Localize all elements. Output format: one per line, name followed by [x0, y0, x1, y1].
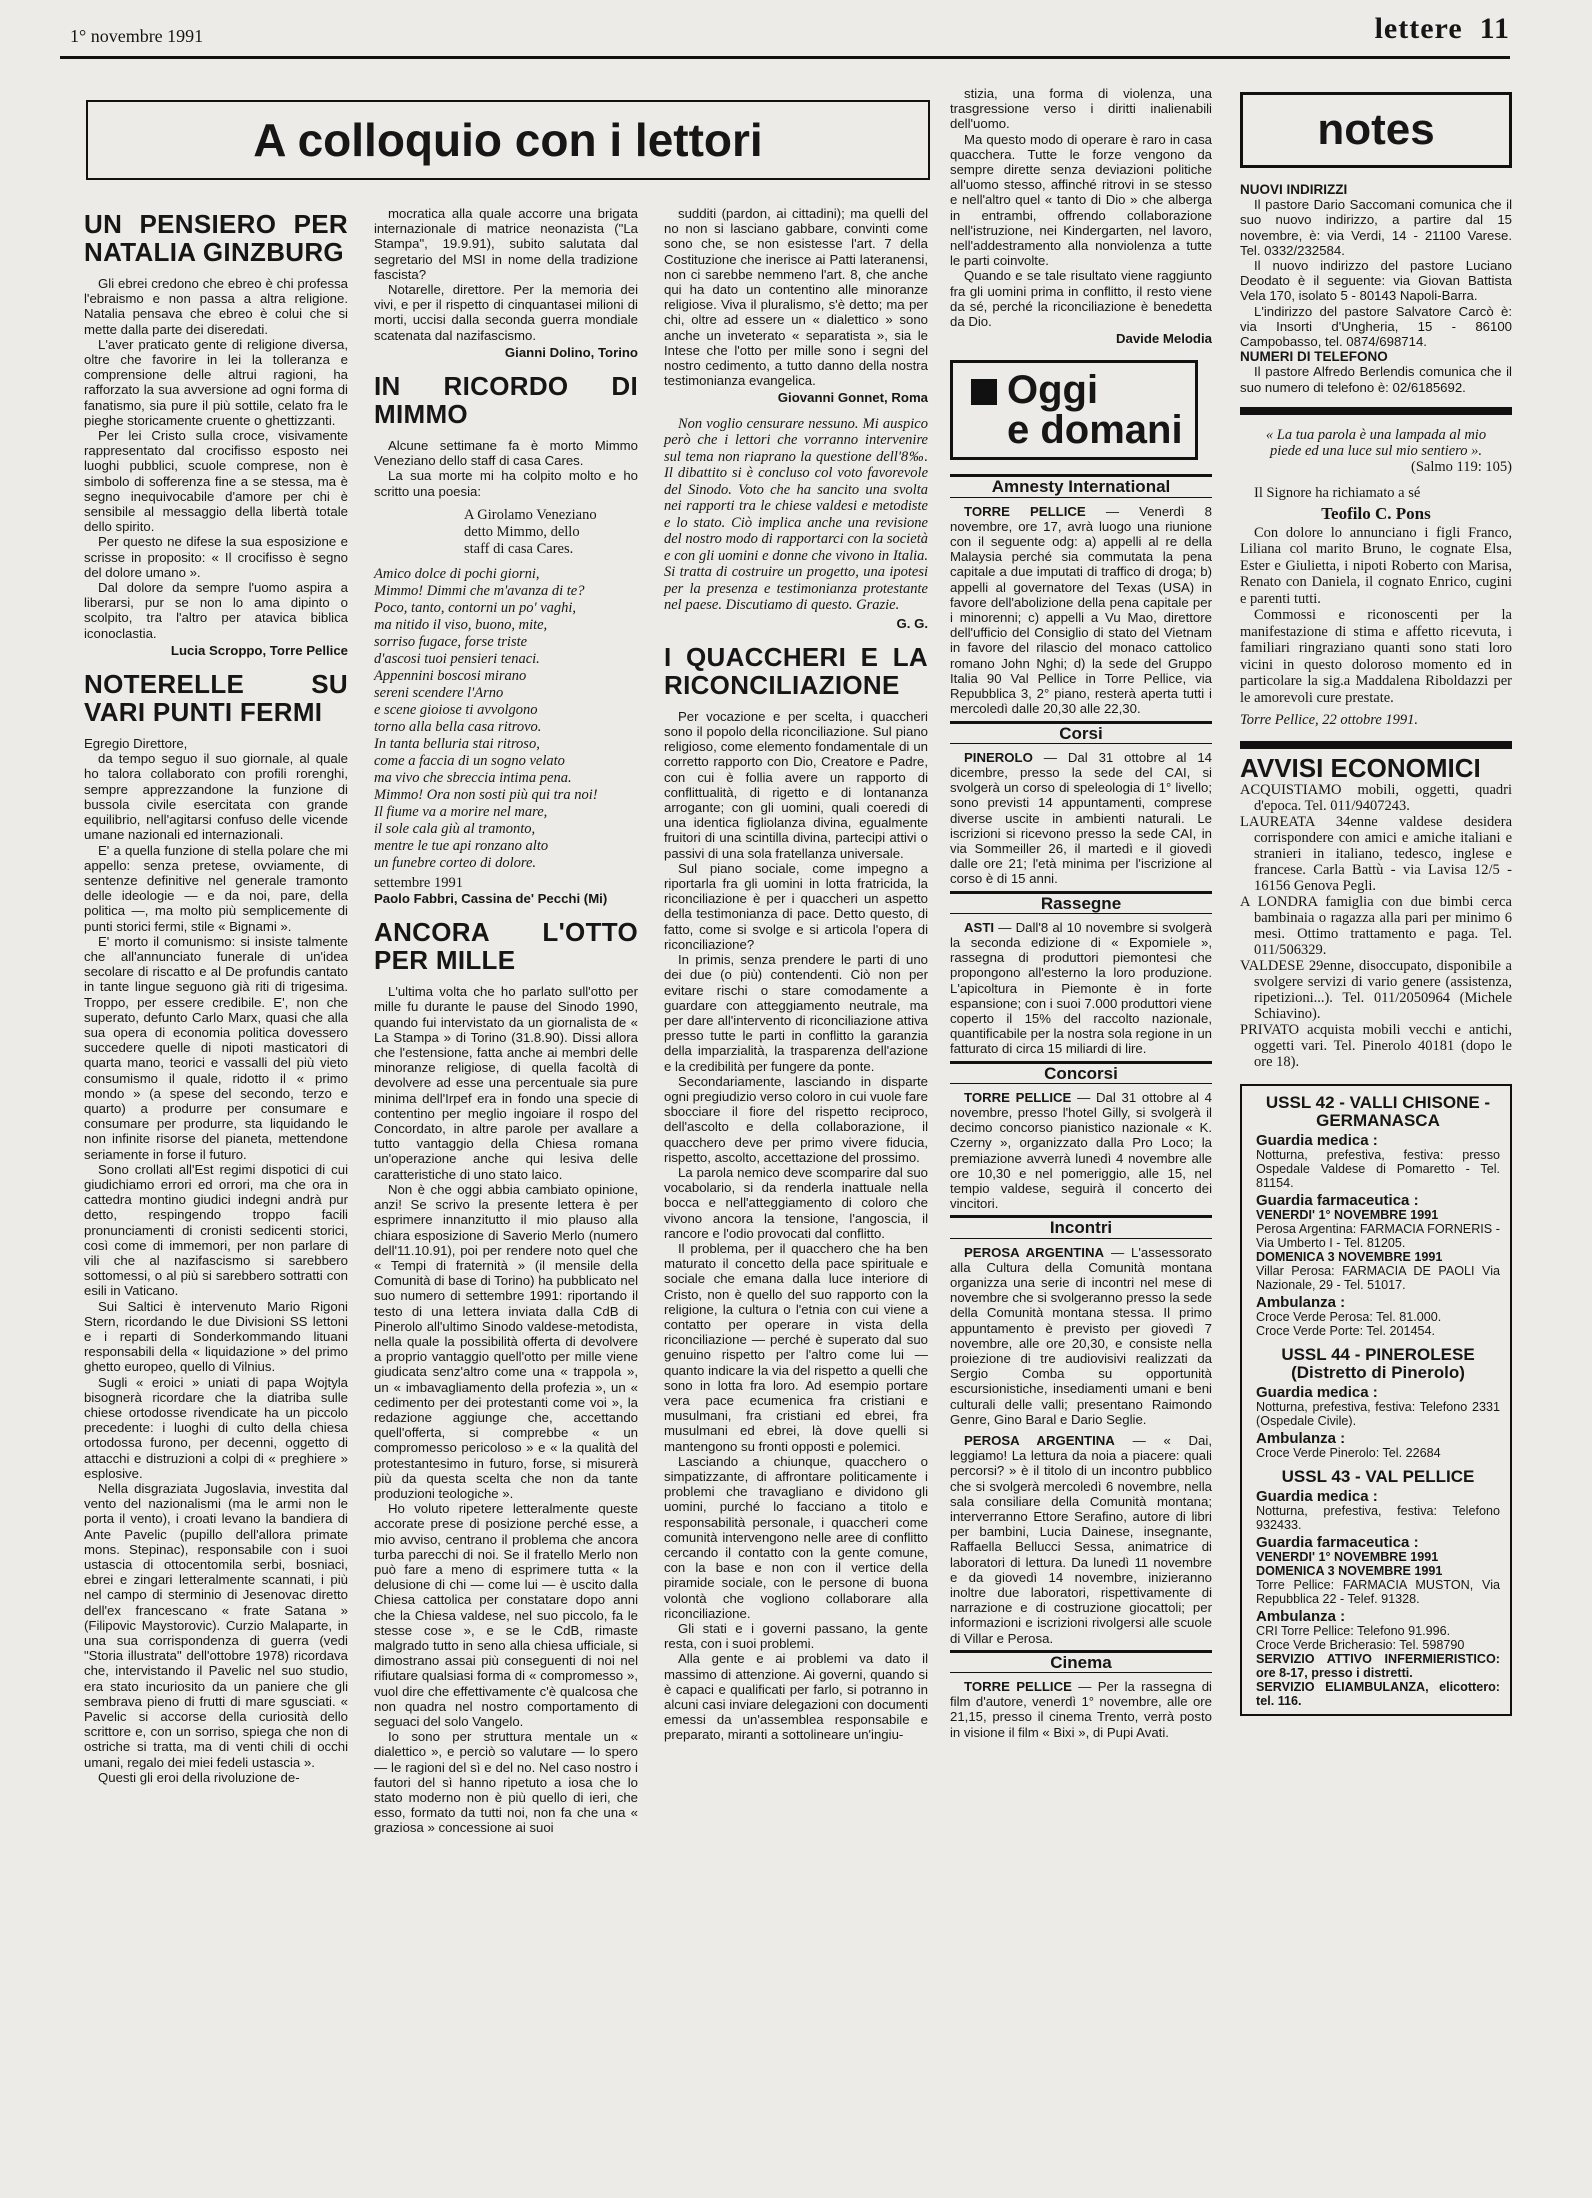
poem-line: come a faccia di un sogno velato: [374, 752, 565, 769]
column-2: [374, 206, 638, 1836]
signature: Gianni Dolino, Torino: [504, 344, 638, 360]
signature: Lucia Scroppo, Torre Pellice: [170, 642, 348, 658]
event-category: Concorsi: [950, 1061, 1212, 1084]
paragraph: Per lei Cristo sulla croce, visivamente rappresentato dal crocifisso esposto nei luoghi pubblici, scuole comprese, non è simbolo di sofferenza fine a se stessa, ma è segno inequivocabile d'amore per chi è sensibile al messaggio della libertà totale dello spirito.: [84, 428, 348, 535]
event-item: [950, 504, 1212, 717]
ussl-box: [1240, 1084, 1512, 1716]
section-label: lettere: [1374, 12, 1463, 45]
ussl-title: USSL 44 - PINEROLESE (Distretto di Pinerolo): [1281, 1344, 1475, 1382]
event-category: Rassegne: [950, 891, 1212, 914]
paragraph: E' a quella funzione di stella polare che mi appello: senza pretese, ovviamente, di sentenze definitive nel generale tramonto delle ideologie — e da noi, pare, della politica —, ma molto più semplicemente di punti storici fermi, stile « Bignami ».: [84, 842, 348, 934]
square-icon: [971, 379, 997, 405]
event-text: — Dal 31 ottobre al 4 novembre, presso l'hotel Gilly, si svolgerà il decimo concorso pianistico nazionale « K. Czerny », organizzato dalla Pro Loco; la premiazione avverrà lunedì 4 novembre alle ore 10,30 e nel pomeriggio, alle 15, nel tempio valdese, seguirà il concerto dei vincitori.: [950, 1089, 1212, 1212]
paragraph: stizia, una forma di violenza, una trasgressione verso i diritti inalienabili dell'uomo.: [950, 86, 1212, 132]
event-text: — Venerdì 8 novembre, ore 17, avrà luogo una riunione con il seguente odg: a) appelli al re della Malaysia perché sia commutata la pena capitale a due imputati di traffico di droga; b) appelli al governatore del Texas (USA) in favore dell'abolizione della pena capitale per i minorenni; c) appelli a Vu Mao, direttore dell'ufficio del Consiglio di stato del Vietnam in favore del rilascio del monaco cattolico romano John Nghi; d) la sede del Gruppo Italia 90 Val Pellice in Torre Pellice, via Repubblica 3, 2° piano, resterà aperta tutti i mercoledì dalle 20,30 alle 22,30.: [950, 503, 1212, 717]
signature: Davide Melodia: [1115, 331, 1212, 347]
ussl-subheading: Guardia medica :: [1256, 1131, 1378, 1149]
paragraph: Sui Saltici è intervenuto Mario Rigoni Stern, ricordando le due Divisioni SS lettoni e i reparti di Sonderkommando lituani responsabili della « liquidazione » del primo ghetto europeo, quello di Vilnius.: [84, 1298, 348, 1375]
ussl-subheading: Guardia farmaceutica :: [1256, 1191, 1419, 1209]
ussl-subheading: Guardia medica :: [1256, 1487, 1378, 1505]
paragraph: Dal dolore da sempre l'uomo aspira a liberarsi, pur se non lo ama dipinto o scolpito, tra l'altro per atavica biblica iconoclastia.: [84, 580, 348, 641]
ussl-subheading: Ambulanza :: [1256, 1429, 1346, 1447]
paragraph: Non è che oggi abbia cambiato opinione, anzi! Se scrivo la presente lettera è per esprimere innanzitutto il mio plauso alla chiara esposizione di Saverio Merlo (numero dell'11.10.91), poi per rendere noto quel che « Tempi di fraternità » (il mensile della Comunità di base di Torino) ha pubblicato nel suo numero di settembre 1991: riportando il testo di una lettera inviata dalla CdB di Pinerolo all'ultimo Sinodo valdese-metodista, nella quale la possibilità offerta di devolvere a proprio vantaggio quell'otto per mille viene giudicata senz'altro come una « trappola », un « imbavagliamento della profezia », un « cedimento per dei protestanti come voi », la redazione aggiunge che, accettando quell'offerta, si comprebbe « un compromesso pericoloso » e « la qualità del protestantesimo in futuro, forse, si misurerà più da questa scelta che non da tante produzioni teologiche ».: [374, 1181, 638, 1501]
oggi-line-1: Oggi: [1007, 368, 1099, 413]
ussl-bold-line: VENERDI' 1° NOVEMBRE 1991: [1256, 1207, 1439, 1222]
event-category: Incontri: [950, 1215, 1212, 1238]
notes-heading: NUMERI DI TELEFONO: [1240, 349, 1388, 365]
paragraph: Gli ebrei credono che ebreo è chi professa l'ebraismo e non passa a altra religione. Natalia pensava che ebreo è colui che si mette dalla parte dei diseredati.: [84, 276, 348, 337]
poem-line: e scene gioiose ti avvolgono: [374, 701, 538, 718]
article-title: UN PENSIERO PER NATALIA GINZBURG: [84, 209, 348, 267]
article-body: [950, 86, 1212, 329]
ussl-title: USSL 43 - VAL PELLICE: [1281, 1466, 1475, 1486]
event-item: [950, 1245, 1212, 1427]
event-text: — L'assessorato alla Cultura della Comunità montana organizza una serie di incontri nel mese di novembre che si svolgeranno presso la sede della Comunità montana stessa. Il primo appuntamento è previsto per giovedì 7 novembre, alle ore 20,30, e consiste nella proiezione di tre audiovisivi realizzati da Sergio Comba su opportunità escursionistiche, insediamenti umani e beni culturali delle valli; presentano Raimondo Genre, Gino Baral e Dario Seglie.: [950, 1244, 1212, 1427]
article-body: [84, 276, 348, 641]
event-place: PINEROLO: [964, 749, 1033, 765]
event-place: ASTI: [964, 919, 995, 935]
editor-note: Non voglio censurare nessuno. Mi auspico però che i lettori che vorranno intervenire sul tema non riaprano la questione dell'8‰. Il dibattito si è concluso col voto favorevole del Sinodo. Voto che ha sancito una svolta nei rapporti tra le chiese valdesi e metodiste e lo stato. Ciò implica anche una revisione del nostro modo di rapportarci con la società e con gli uomini e donne che vivono in Italia. Si tratta di costruire un progetto, una ipotesi per la presenza e testimonianza protestante nel paese. Discutiamo di questo. Grazie.: [664, 415, 928, 614]
poem-line: Amico dolce di pochi giorni,: [374, 565, 540, 582]
poem-line: sereni scendere l'Arno: [374, 684, 504, 701]
avvisi-title: AVVISI ECONOMICI: [1240, 752, 1481, 783]
ussl-bold-line: VENERDI' 1° NOVEMBRE 1991: [1256, 1549, 1439, 1564]
ussl-line: Croce Verde Bricherasio: Tel. 598790: [1256, 1637, 1465, 1652]
paragraph: La parola nemico deve scomparire dal suo vocabolario, si da renderla inattuale nella bocca e nell'atteggiamento di coloro che vivono ancora la tensione, l'angoscia, il rancore e l'odio provocati dal conflitto.: [664, 1164, 928, 1241]
classified-ad: LAUREATA 34enne valdese desidera corrispondere con amici e amiche italiani e stranieri in italiano, tedesco, inglese e francese. Carla Battù - via Lavisa 12/5 - 16156 Genova Pegli.: [1240, 813, 1512, 894]
event-place: PEROSA ARGENTINA: [964, 1244, 1105, 1260]
poem-line: d'ascosi tuoi pensieri tenaci.: [374, 650, 540, 667]
column-5: [1240, 92, 1512, 1716]
paragraph: Con dolore lo annunciano i figli Franco, Liliana col marito Bruno, le cognate Elsa, Ester e Giulietta, i nipoti Roberto con Marisa, Renato con Daniela, il cognato Enrico, cugini e parenti tutti.: [1240, 524, 1512, 607]
section-name: [1375, 12, 1510, 46]
paragraph: Io sono per struttura mentale un « dialettico », e perciò so valutare — lo spero — le ragioni del sì e del no. Nel caso nostro i fautori del sì hanno ripetuto a iosa che lo stato moderno non è più quello di ieri, che esso, formato da tutti noi, non fa che una « graziosa » concessione ai suoi: [374, 1729, 638, 1836]
divider: [1240, 741, 1512, 749]
dedication-line: A Girolamo Veneziano: [464, 506, 597, 523]
ussl-line: Croce Verde Porte: Tel. 201454.: [1256, 1323, 1435, 1338]
article-title: ANCORA L'OTTO PER MILLE: [374, 917, 638, 976]
paragraph: Notarelle, direttore. Per la memoria dei vivi, e per il rispetto di cinquantasei milioni di morti, uccisi dalla seconda guerra mondiale scatenata dal nazifascismo.: [374, 282, 638, 343]
event-text: — Dal 31 ottobre al 14 dicembre, presso la sede del CAI, si svolgerà un corso di speleologia di 1° livello; sono previsti 14 appuntamenti, comprese diverse uscite in ambienti naturali. Le iscrizioni si ricevono presso la sede CAI, in via Sommeiller 26, il martedì e il giovedì dalle ore 21; l'età minima per l'iscrizione al corso è di 15 anni.: [950, 749, 1212, 887]
signature: Paolo Fabbri, Cassina de' Pecchi (Mi): [374, 891, 608, 907]
oggi-e-domani-logo: [950, 360, 1198, 460]
ussl-bold-line: SERVIZIO ELIAMBULANZA, elicottero: tel. 116.: [1256, 1679, 1500, 1708]
column-1: [84, 206, 348, 1785]
article-body: [374, 984, 638, 1835]
paragraph: Ma questo modo di operare è raro in casa quacchera. Tutte le forze vengono da sempre dirette senza deviazioni politiche all'uomo stesso, affinché ritrovi in se stesso e nell'altro quel « tanto di Dio » che alberga in entrambi, offrendo collaborazione nell'istruzione, nei Kindergarten, nel lavoro, nell'addestramento alla nonviolenza a tutte le parti coinvolte.: [950, 131, 1212, 269]
notes-item: Il pastore Alfredo Berlendis comunica che il suo numero di telefono è: 02/6185692.: [1240, 364, 1512, 395]
poem-line: Mimmo! Ora non sosti più qui tra noi!: [374, 786, 598, 803]
paragraph: In primis, senza prendere le parti di uno dei due (o più) contendenti. Ciò non per evitare rischi o stare comodamente a guardare con atteggiamento neutrale, ma per dare all'intervento di riconciliazione attiva presso tutte le parti in conflitto la garanzia della imparzialità, la trasparenza dell'azione e la credibilità per fungere da ponte.: [664, 952, 928, 1074]
notes-list: [1240, 182, 1512, 395]
event-item: [950, 750, 1212, 887]
column-3: [664, 206, 928, 1743]
signature: Giovanni Gonnet, Roma: [777, 390, 928, 406]
page-number: 11: [1479, 12, 1510, 45]
notes-title: notes: [1240, 92, 1512, 168]
article-body: [664, 206, 928, 388]
classified-ad: A LONDRA famiglia con due bimbi cerca bambinaia o ragazza alla pari per minimo 6 mesi. Ottimo trattamento e paga. Tel. 011/506329.: [1240, 893, 1512, 958]
event-item: [950, 1679, 1212, 1740]
poem-line: mentre le tue api ronzano alto: [374, 837, 549, 854]
paragraph: Per vocazione e per scelta, i quaccheri sono il popolo della riconciliazione. Sul piano religioso, come elemento fondamentale di un corretto rapporto con Dio, Creatore e Padre, con cui è follia avere un rapporto di conflittualità, di rigetto e di lontananza arrogante; con gli uomini, quali coeredi di una identica figliolanza divina, egualmente fruitori di una scintilla divina, partecipi attivi o passivi di una sola fratellanza universale.: [664, 708, 928, 861]
salutation: Egregio Direttore,: [84, 736, 188, 752]
poem-line: il sole cala giù al tramonto,: [374, 820, 536, 837]
paragraph: E' morto il comunismo: si insiste talmente che all'annunciato funerale di un'idea secolare di riscatto e al De profundis cantato in tante lingue seguono già riti di trigesima. Troppo, per essere credibile. E', non che superato, defunto Carlo Marx, quasi che alla sua opera di economia politica dovessero succedere quelle di nipoti masticatori di quarta mano, teorici e vassalli del più vieto consumismo il quale, ridotto il « primo mondo » (a spese del secondo, terzo e quarto) a produrre per consumare e consumare per produrre, sta liquidando le non infinite risorse del pianeta, mettendone seriamente in forse il futuro.: [84, 933, 348, 1162]
poem-line: Il fiume va a morire nel mare,: [374, 803, 548, 820]
ussl-line: CRI Torre Pellice: Telefono 91.996.: [1256, 1623, 1451, 1638]
obituary-place-date: Torre Pellice, 22 ottobre 1991.: [1240, 712, 1419, 729]
events-list: [950, 474, 1212, 1739]
notes-item: L'indirizzo del pastore Salvatore Carcò è: via Insorti d'Ungheria, 15 - 86100 Campobasso, tel. 0874/698714.: [1240, 303, 1512, 350]
event-category: Amnesty International: [950, 474, 1212, 497]
event-text: — Dall'8 al 10 novembre si svolgerà la seconda edizione di « Expomiele », rassegna di produttori piemontesi che propongono all'esterno la loro produzione. L'apicoltura in Piemonte è in forte espansione; con i suoi 7.000 produttori viene coperto il 15% del raccolto nazionale, quantificabile per la nostra sola regione in un fatturato di circa 15 miliardi di lire.: [950, 919, 1212, 1057]
paragraph: Lasciando a chiunque, quacchero o simpatizzante, di affrontare politicamente i problemi che travagliano e dividono gli uomini, purché lo facciano a titolo e responsabilità personale, i quaccheri come comunità intervengono nelle aree di conflitto cercando il contatto con la gente comune, con la base e non con il vertice della piramide sociale, con le persone di buona volontà che vogliono collaborare alla riconciliazione.: [664, 1453, 928, 1621]
classified-ad: PRIVATO acquista mobili vecchi e antichi, oggetti vari. Tel. Pinerolo 40181 (dopo le ore 18).: [1240, 1021, 1512, 1070]
poem-line: Appennini boscosi mirano: [374, 667, 527, 684]
paragraph: Commossi e riconoscenti per la manifestazione di stima e affetto ricevuta, i familiari ringraziano quanti sono stati loro vicini in questo doloroso momento ed in particolare la sig.a Maddalena Riboldazzi per le amorevoli cure prestate.: [1240, 607, 1512, 706]
paragraph: Quando e se tale risultato viene raggiunto fra gli uomini prima in conflitto, il resto viene da sé, perché la riconciliazione è benedetta da Dio.: [950, 268, 1212, 330]
poem-date: settembre 1991: [374, 874, 463, 891]
event-text: — « Dai, leggiamo! La lettura da noia a piacere: quali percorsi? » è il titolo di un incontro pubblico che si svolgerà mercoledì 6 novembre, nella sala consiliare della Comunità montana; interverranno Ettore Serafino, autore di libri per bambini, Lucia Dainese, insegnante, Raffaella Bellucci Sessa, animatrice di laboratori di lettura. Da lunedì 11 novembre e da giovedì 14 novembre, inizieranno inoltre due laboratori, rispettivamente di narrazione e di costruzione giocattoli; per informazioni e iscrizioni rivolgersi alle scuole di Villar e Perosa.: [950, 1433, 1212, 1646]
obituary-body: [1240, 525, 1512, 707]
paragraph: Sugli « eroici » uniati di papa Wojtyla bisognerà ricordare che la diatriba sulle chiese ortodosse rivendicate ha un piccolo precedente: i luoghi di culto della chiesa ortodossa furono, per decenni, oggetto di attacchi e distruzioni a colpi di « preghiere » esplosive.: [84, 1374, 348, 1481]
paragraph: La sua morte mi ha colpito molto e ho scritto una poesia:: [374, 468, 638, 499]
poem-line: Poco, tanto, contorni un po' vaghi,: [374, 599, 577, 616]
ussl-line: Notturna, prefestiva, festiva: Telefono 932433.: [1256, 1503, 1500, 1532]
event-item: [950, 1433, 1212, 1646]
page-header: [70, 12, 1510, 52]
notes-heading: NUOVI INDIRIZZI: [1240, 182, 1348, 197]
event-place: TORRE PELLICE: [964, 503, 1086, 519]
article-title: NOTERELLE SU VARI PUNTI FERMI: [84, 669, 348, 728]
ussl-line: Torre Pellice: FARMACIA MUSTON, Via Repubblica 22 - Telef. 91328.: [1256, 1577, 1500, 1606]
obituary-quote: « La tua parola è una lampada al mio piede ed una luce sul mio sentiero ».: [1265, 426, 1487, 460]
ussl-subheading: Guardia farmaceutica :: [1256, 1533, 1419, 1551]
article-body: [664, 709, 928, 1743]
divider: [1240, 407, 1512, 415]
notes-item: Il nuovo indirizzo del pastore Luciano Deodato è il seguente: via Giovan Battista Vela 170, isolato 5 - 80143 Napoli-Barra.: [1240, 258, 1512, 304]
ussl-subheading: Ambulanza :: [1256, 1607, 1346, 1625]
banner-title: A colloquio con i lettori: [86, 100, 930, 180]
ads-list: [1240, 782, 1512, 1070]
ussl-line: Villar Perosa: FARMACIA DE PAOLI Via Nazionale, 29 - Tel. 51017.: [1256, 1263, 1500, 1292]
ussl-bold-line: DOMENICA 3 NOVEMBRE 1991: [1256, 1249, 1443, 1264]
paragraph: mocratica alla quale accorre una brigata internazionale di matrice neonazista ("La Stampa", 19.9.91), subito salutata dal segretario del MSI in nome della tradizione fascista?: [374, 206, 638, 282]
poem-line: torno alla bella casa ritrovo.: [374, 718, 542, 735]
ussl-title: USSL 42 - VALLI CHISONE - GERMANASCA: [1265, 1092, 1491, 1130]
paragraph: Questi gli eroi della rivoluzione de-: [98, 1769, 300, 1785]
event-category: Corsi: [950, 721, 1212, 744]
article-title: IN RICORDO DI MIMMO: [374, 371, 638, 430]
classified-ad: ACQUISTIAMO mobili, oggetti, quadri d'epoca. Tel. 011/9407243.: [1240, 781, 1512, 814]
poem-line: ma nitido il viso, buono, mite,: [374, 616, 548, 633]
paragraph: da tempo seguo il suo giornale, al quale ho talora collaborato con profili rorenghi, sempre apprezzandone la funzione di bussola civile esercitata con grande equilibrio, nell'agitarsi confuso delle vicende umane nazionali ed internazionali.: [84, 751, 348, 843]
article-title: I QUACCHERI E LA RICONCILIAZIONE: [664, 641, 928, 700]
obituary-quote-ref: (Salmo 119: 105): [1411, 458, 1512, 475]
ussl-bold-line: SERVIZIO ATTIVO INFERMIERISTICO: ore 8-17, presso i distretti.: [1256, 1651, 1500, 1680]
ussl-subheading: Ambulanza :: [1256, 1293, 1346, 1311]
obituary-intro: Il Signore ha richiamato a sé: [1254, 485, 1421, 502]
dedication: [464, 507, 638, 558]
paragraph: Il problema, per il quacchero che ha ben maturato il concetto della pace spirituale e sociale che emana dalla luce interiore di Cristo, non è quello del suo rapporto con la religione, la cultura o l'etnia con cui viene a contatto per operare in vista della riconciliazione — perché è superato dal suo genuino rispetto per l'altro come lui — quanto indicare la via del rispetto a quelli che sono in lotta fra loro. Ad esempio portare vera pace ecumenica fra cristiani e musulmani, fra cristiani ed ebrei, fra musulmani ed ebrei, là dove quelli si mantengono su fronti opposti e polemici.: [664, 1240, 928, 1454]
ussl-line: Notturna, prefestiva, festiva: Telefono 2331 (Ospedale Civile).: [1256, 1399, 1500, 1428]
event-place: TORRE PELLICE: [964, 1089, 1072, 1105]
header-rule: [60, 56, 1510, 59]
issue-date: 1° novembre 1991: [70, 26, 204, 46]
paragraph: Per questo ne difese la sua esposizione e scrisse in proposito: « Il crocifisso è segno del dolore umano ».: [84, 534, 348, 580]
paragraph: Sono crollati all'Est regimi dispotici di cui giudichiamo errori ed orrori, ma che ora in cattedra montino giudici indegni andrà pur detto, respingendo troppo facili pronunciamenti di cronisti sedicenti storici, così come di immemori, per non parlare di vili che al nazifascismo si sarebbero sottomessi, o al più si sarebbero sottratti con esili in Vaticano.: [84, 1161, 348, 1299]
poem-line: In tanta belluria stai ritroso,: [374, 735, 540, 752]
event-text: — Per la rassegna di film d'autore, venerdì 1° novembre, alle ore 21,15, presso il cinema Trento, verrà posto in visione il film « Bixi », di Pupi Avati.: [950, 1679, 1212, 1740]
ussl-line: Croce Verde Pinerolo: Tel. 22684: [1256, 1445, 1441, 1460]
event-item: [950, 920, 1212, 1057]
article-body: [374, 206, 638, 343]
article-body: [84, 751, 348, 1785]
oggi-line-2: e domani: [1007, 408, 1183, 453]
paragraph: Alla gente e ai problemi va dato il massimo di attenzione. Ai governi, quando si è capaci e qualificati per farlo, si potranno in alcuni casi inviare delegazioni con documenti emessi da un'assemblea responsabile e preparato, miranti a sottolineare un'ingiu-: [664, 1651, 928, 1743]
event-place: TORRE PELLICE: [964, 1679, 1072, 1695]
ussl-subheading: Guardia medica :: [1256, 1383, 1378, 1401]
paragraph: Sul piano sociale, come impegno a riportarla fra gli uomini in lotta fratricida, la riconciliazione è per i quaccheri un aspetto della testimonianza di pace. Detto questo, di fatto, come si svolge e si articola l'opera di riconciliazione?: [664, 860, 928, 952]
poem-line: ma vivo che sbreccia intima pena.: [374, 769, 572, 786]
event-category: Cinema: [950, 1650, 1212, 1673]
paragraph: L'aver praticato gente di religione diversa, oltre che favorire in lei la tolleranza e comprensione delle altrui ragioni, ha rafforzato la sua avversione ad ogni forma di fanatismo, sia pure il più sottile, celato fra le pieghe storicamente cruente o ghettizzanti.: [84, 336, 348, 428]
paragraph: Secondariamente, lasciando in disparte ogni pregiudizio verso coloro in cui vuole fare sbocciare il fiore del rispetto reciproco, dell'ascolto e della collaborazione, il quacchero deve per primo vivere fiducia, rispetto, ascolto, accettazione del prossimo.: [664, 1073, 928, 1165]
classified-ad: VALDESE 29enne, disoccupato, disponibile a svolgere servizi di vario genere (assistenza, ripetizioni...). Tel. 011/2050964 (Michele Schiavino).: [1240, 957, 1512, 1022]
dedication-line: detto Mimmo, dello: [464, 523, 580, 540]
paragraph: Gli stati e i governi passano, la gente resta, con i suoi problemi.: [664, 1621, 928, 1652]
event-place: PEROSA ARGENTINA: [964, 1433, 1115, 1449]
dedication-line: staff di casa Cares.: [464, 540, 574, 557]
paragraph: L'ultima volta che ho parlato sull'otto per mille fu durante le pause del Sinodo 1990, quando fui intervistato da un giornalista de « La Stampa » di Torino (31.8.90). Dissi allora che l'estensione, fatta anche ai membri delle minoranze religiose, di quella facoltà di devolvere ad esse una percentuale sia pure minima dell'Irpef era in fondo una specie di contentino per meglio ingoiare il rospo del Concordato, in altre parole per avallare a tutto vantaggio della Chiesa romana un'operazione anche qui lesiva delle caratteristiche di uno stato laico.: [374, 984, 638, 1182]
ussl-line: Croce Verde Perosa: Tel. 81.000.: [1256, 1309, 1442, 1324]
poem-line: sorriso fugace, forse triste: [374, 633, 528, 650]
paragraph: Alcune settimane fa è morto Mimmo Veneziano dello staff di casa Cares.: [374, 438, 638, 469]
poem-line: un funebre corteo di dolore.: [374, 854, 537, 871]
column-4: [950, 86, 1212, 1740]
paragraph: Ho voluto ripetere letteralmente queste accorate prese di posizione perché esse, a mio avviso, centrano il problema che ancora turba parecchi di noi. Se il fratello Merlo non può fare a meno di esprimere tutta « la delusione di chi — come lui — è uscito dalla Chiesa cattolica per constatare dopo anni che la Chiesa valdese, nel suo piccolo, fa le stesse cose », e se le CdB, rimaste malgrado tutto in seno alla chiesa ufficiale, si dimostrano assai più conseguenti di noi nel rifiutare qualsiasi forma di « compromesso », vuol dire che effettivamente c'è qualcosa che non quadra nel nostro comportamento di seguaci del solo Vangelo.: [374, 1501, 638, 1729]
ussl-bold-line: DOMENICA 3 NOVEMBRE 1991: [1256, 1563, 1443, 1578]
event-item: [950, 1090, 1212, 1212]
paragraph: sudditi (pardon, ai cittadini); ma quelli del no non si lasciano gabbare, convinti come sono che, se non esistesse l'art. 7 della Costituzione che inerisce ai Patti lateranensi, non ci sarebbe nemmeno l'art. 8, che anche qui ha dato un contentino alle minoranze religiose. Viva il pluralismo, s'è detto; ma per chi, oltre ad essere un « dialettico » sono anche un inveterato « separatista », sia le Intese che l'otto per mille sono i segni del nostro cedimento, a tutto danno della nostra testimonianza evangelica.: [664, 206, 928, 389]
obituary-name: Teofilo C. Pons: [1321, 503, 1431, 523]
paragraph: Nella disgraziata Jugoslavia, investita dal vento del nazionalismi (ma le armi non le porta il vento), i croati levano la bandiera di Ante Pavelic (pupillo dell'allora primate mons. Stepinac), responsabile con i suoi ustascia di ottocentomila serbi, bosniaci, ebrei e zingari letteralmente scannati, i più nel campo di sterminio di Jesenovac diretto dell'ex francescano « frate Satana » (Filipovic Maystorovic). Curzio Malaparte, in una sua corrispondenza di guerra (vedi "Storia illustrata" dell'ottobre 1978) ricordava che, intervistando il Pavelic nel suo studio, era stato incuriosito da un paniere che gli sembrava pieno di frutti di mare sgusciati. « Pavelic si accorse della curiosità dello scrittore e, con un sorriso, spiega che non di ostriche si tratta, ma di venti chili di occhi umani, regalo dei miei fedeli ustascia ».: [84, 1481, 348, 1770]
oggi-title: [1007, 368, 1183, 453]
notes-item: Il pastore Dario Saccomani comunica che il suo nuovo indirizzo, a partire dal 15 novembre, è: via Verdi, 14 - 21100 Varese. Tel. 0332/232584.: [1240, 197, 1512, 258]
poem-line: Mimmo! Dimmi che m'avanza di te?: [374, 582, 585, 599]
article-body: [374, 438, 638, 499]
editor-signature: G. G.: [896, 615, 928, 631]
poem: [374, 566, 638, 872]
ussl-line: Notturna, prefestiva, festiva: presso Ospedale Valdese di Pomaretto - Tel. 81154.: [1256, 1147, 1500, 1190]
ussl-line: Perosa Argentina: FARMACIA FORNERIS - Via Umberto I - Tel. 81205.: [1256, 1221, 1500, 1250]
